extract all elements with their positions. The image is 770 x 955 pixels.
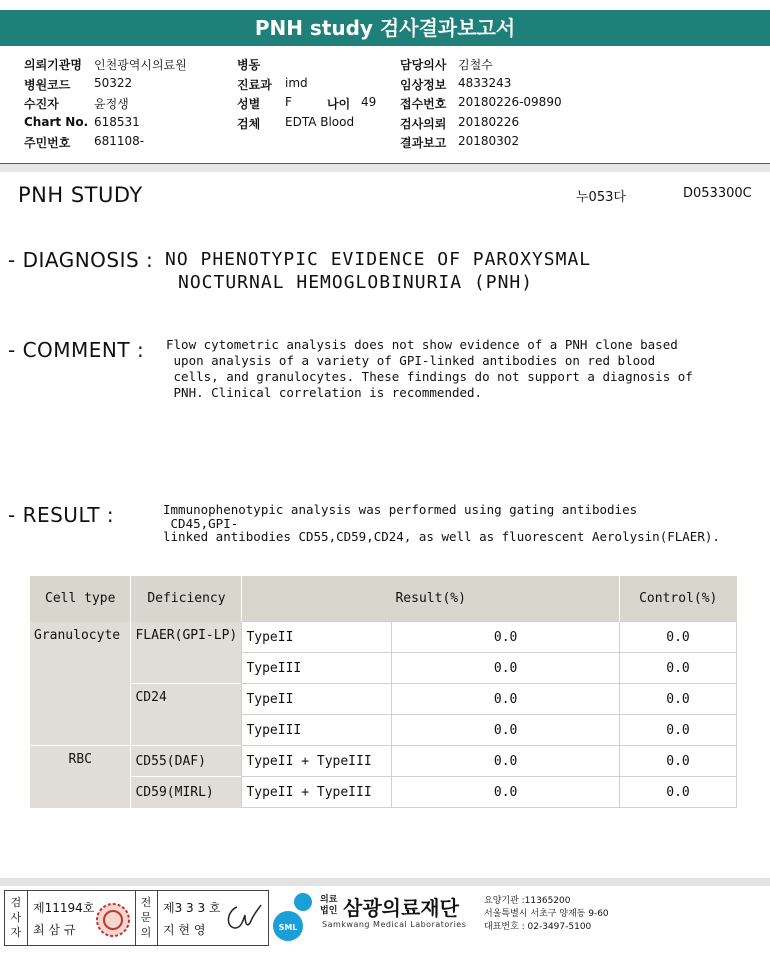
label-receipt-no: 접수번호 <box>400 97 447 111</box>
value-doctor: 김철수 <box>458 58 493 72</box>
type-cell: TypeII <box>242 684 392 715</box>
result-cell: 0.0 <box>392 746 620 777</box>
table-row <box>30 777 737 808</box>
label-doctor: 담당의사 <box>400 58 447 72</box>
value-requesting-institution: 인천광역시의료원 <box>94 58 187 72</box>
type-cell: TypeII <box>242 622 392 653</box>
result-cell: 0.0 <box>392 777 620 808</box>
header-result: Result(%) <box>242 576 620 622</box>
result-cell: 0.0 <box>392 653 620 684</box>
deficiency-cd24: CD24 <box>131 684 242 746</box>
contact-line: 서울특별시 서초구 양재동 9-60 <box>484 909 609 919</box>
comment-line: Flow cytometric analysis does not show evidence of a PNH clone based <box>166 337 678 352</box>
control-cell: 0.0 <box>620 622 737 653</box>
header-control: Control(%) <box>620 576 737 622</box>
result-text <box>163 502 720 545</box>
comment-text <box>166 337 693 401</box>
type-cell: TypeIII <box>242 715 392 746</box>
inspector-license-no: 제11194호 <box>33 901 95 915</box>
result-table <box>30 576 737 808</box>
label-age: 나이 <box>327 97 351 111</box>
label-department: 진료과 <box>237 77 272 92</box>
label-resident-no: 주민번호 <box>24 136 71 150</box>
table-header-row <box>30 576 737 622</box>
comment-line: upon analysis of a variety of GPI-linked antibodies on red blood <box>166 353 656 368</box>
report-title: PNH study 검사결과보고서 <box>254 16 516 40</box>
deficiency-cd59: CD59(MIRL) <box>131 777 242 808</box>
logo-text: SML <box>278 923 298 932</box>
deficiency-cd55: CD55(DAF) <box>131 746 242 777</box>
control-cell: 0.0 <box>620 777 737 808</box>
divider <box>27 891 28 945</box>
comment-label: - COMMENT : <box>8 338 145 362</box>
cell-type-granulocyte: Granulocyte <box>30 622 131 746</box>
label-chart-no: Chart No. <box>24 114 89 129</box>
org-prefix-line: 의료 <box>320 895 338 905</box>
type-cell: TypeII + TypeIII <box>242 777 392 808</box>
diagnosis-label: - DIAGNOSIS : <box>8 248 154 272</box>
result-cell: 0.0 <box>392 684 620 715</box>
info-col3 <box>400 56 562 154</box>
label-report-date: 결과보고 <box>400 136 447 150</box>
contact-line: 요양기관 :11365200 <box>484 896 571 906</box>
value-clinical-info: 4833243 <box>458 75 512 90</box>
diagnosis-line-2: NOCTURNAL HEMOGLOBINURIA (PNH) <box>178 272 534 293</box>
type-cell: TypeII + TypeIII <box>242 746 392 777</box>
label-requesting-institution: 의뢰기관명 <box>24 58 82 72</box>
result-line: CD45,GPI- <box>163 516 239 531</box>
result-line: linked antibodies CD55,CD59,CD24, as well as fluorescent Aerolysin(FLAER). <box>163 529 720 544</box>
value-sex: F <box>285 95 292 109</box>
label-clinical-info: 임상정보 <box>400 77 447 92</box>
value-department: imd <box>285 75 308 90</box>
control-cell: 0.0 <box>620 715 737 746</box>
label-request-date: 검사의뢰 <box>400 116 447 131</box>
contact-line: 대표번호 : 02-3497-5100 <box>484 922 592 932</box>
header-deficiency: Deficiency <box>131 576 242 622</box>
label-ward: 병동 <box>237 58 261 72</box>
result-line: Immunophenotypic analysis was performed using gating antibodies <box>163 502 638 517</box>
deficiency-flaer: FLAER(GPI-LP) <box>131 622 242 684</box>
code-2: D053300C <box>683 186 752 201</box>
info-col1 <box>24 56 187 154</box>
table-row <box>30 622 737 653</box>
control-cell: 0.0 <box>620 746 737 777</box>
code-1: 누053다 <box>576 190 626 205</box>
specialist-license-no: 제3 3 3 호 <box>163 901 221 915</box>
specialist-label: 전문의 <box>140 896 152 939</box>
label-specimen: 검체 <box>237 116 261 131</box>
org-contact <box>484 895 609 934</box>
org-name: 삼광의료재단 <box>343 896 459 920</box>
cell-type-rbc: RBC <box>30 746 131 808</box>
result-label: - RESULT : <box>8 503 115 527</box>
seal-icon <box>94 901 132 939</box>
signature-box <box>4 890 269 946</box>
label-hospital-code: 병원코드 <box>24 77 71 92</box>
label-patient: 수진자 <box>24 97 59 111</box>
type-cell: TypeIII <box>242 653 392 684</box>
divider <box>135 891 136 945</box>
value-report-date: 20180302 <box>458 134 520 148</box>
label-sex: 성별 <box>237 97 261 111</box>
study-title: PNH STUDY <box>18 183 143 207</box>
value-age: 49 <box>361 95 377 109</box>
gray-band <box>0 164 770 172</box>
inspector-name: 최 삼 규 <box>33 923 76 937</box>
inspector-label: 검사자 <box>10 896 22 939</box>
info-col2 <box>237 56 377 134</box>
header-cell-type: Cell type <box>30 576 131 622</box>
value-specimen: EDTA Blood <box>285 114 355 129</box>
table-row <box>30 746 737 777</box>
table-row <box>30 684 737 715</box>
control-cell: 0.0 <box>620 653 737 684</box>
result-cell: 0.0 <box>392 622 620 653</box>
value-patient: 윤정생 <box>94 97 129 111</box>
value-hospital-code: 50322 <box>94 75 133 90</box>
value-receipt-no: 20180226-09890 <box>458 95 562 109</box>
footer-band <box>0 878 770 886</box>
control-cell: 0.0 <box>620 684 737 715</box>
diagnosis-line-1: NO PHENOTYPIC EVIDENCE OF PAROXYSMAL <box>165 249 592 270</box>
org-prefix <box>320 895 337 917</box>
result-cell: 0.0 <box>392 715 620 746</box>
divider <box>157 891 158 945</box>
comment-line: cells, and granulocytes. These findings do not support a diagnosis of <box>166 369 693 384</box>
value-resident-no: 681108- <box>94 134 145 148</box>
org-prefix-line: 법인 <box>320 906 338 916</box>
value-chart-no: 618531 <box>94 114 140 129</box>
signature-icon <box>223 901 263 935</box>
value-request-date: 20180226 <box>458 114 520 129</box>
comment-line: PNH. Clinical correlation is recommended. <box>166 385 483 400</box>
org-english-name: Samkwang Medical Laboratories <box>322 920 467 929</box>
specialist-name: 지 현 영 <box>163 923 206 937</box>
sml-logo-icon <box>270 890 320 942</box>
